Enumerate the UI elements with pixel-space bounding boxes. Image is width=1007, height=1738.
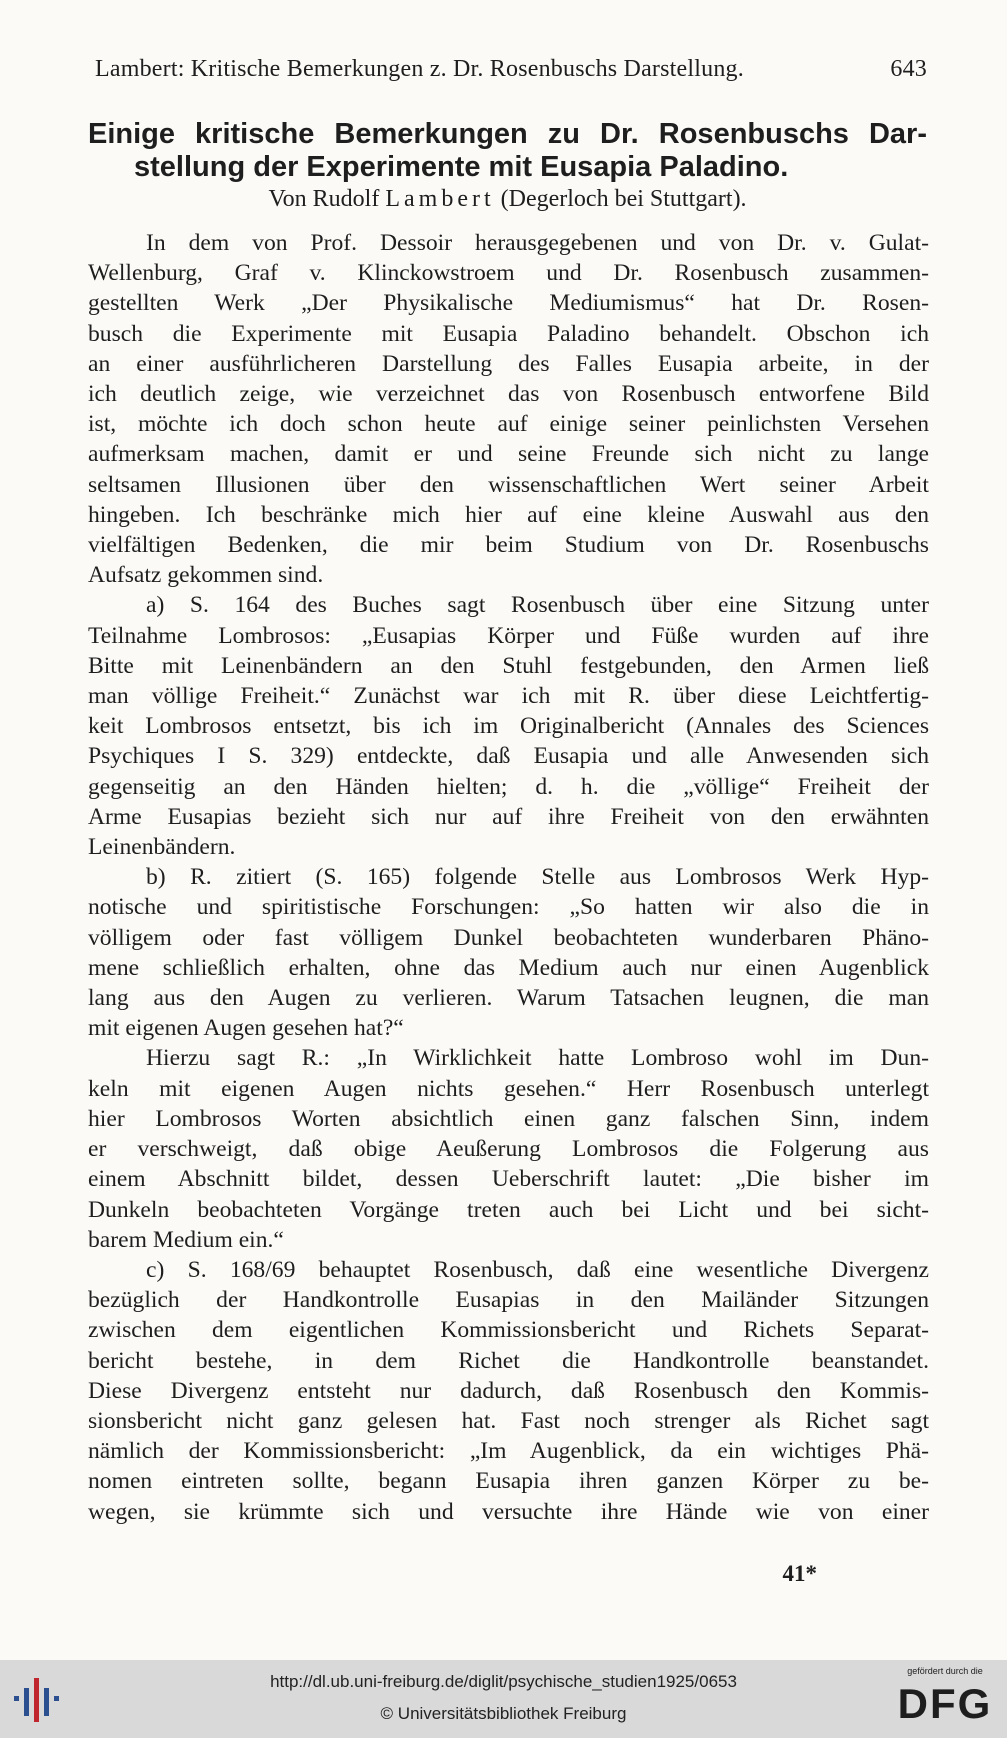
body-line: Psychiques I S. 329) entdeckte, daß Eusapia und alle Anwesenden sich <box>88 743 929 770</box>
body-line: einem Abschnitt bildet, dessen Ueberschrift lautet: „Die bisher im <box>88 1166 929 1193</box>
article-title <box>88 118 927 184</box>
dfg-funding-badge <box>891 1666 999 1732</box>
body-line: Wellenburg, Graf v. Klinckowstroem und Dr. Rosenbusch zusammen- <box>88 260 929 287</box>
body-line: busch die Experimente mit Eusapia Paladino behandelt. Obschon ich <box>88 320 929 347</box>
body-line: vielfältigen Bedenken, die mir beim Studium von Dr. Rosenbuschs <box>88 532 929 559</box>
body-line: ich deutlich zeige, wie verzeichnet das von Rosenbusch entworfene Bild <box>88 381 929 408</box>
byline <box>88 186 927 213</box>
body-line: gegenseitig an den Händen hielten; d. h. die „völlige“ Freiheit der <box>88 773 929 800</box>
byline-location: (Degerloch bei Stuttgart). <box>500 186 747 212</box>
body-line: sionsbericht nicht ganz gelesen hat. Fast noch strenger als Richet sagt <box>88 1407 929 1434</box>
author-name: Lambert <box>385 186 495 212</box>
body-line: zwischen dem eigentlichen Kommissionsbericht und Richets Separat- <box>88 1317 929 1344</box>
body-line: ist, möchte ich doch schon heute auf einige seiner peinlichsten Versehen <box>88 411 929 438</box>
body-line: hingeben. Ich beschränke mich hier auf eine kleine Auswahl aus den <box>88 501 929 528</box>
body-line: völligem oder fast völligem Dunkel beobachteten wunderbaren Phäno- <box>88 924 929 951</box>
body-line: Arme Eusapias bezieht sich nur auf ihre Freiheit von den erwähnten <box>88 803 929 830</box>
body-line: Hierzu sagt R.: „In Wirklichkeit hatte Lombroso wohl im Dun- <box>146 1045 929 1072</box>
body-line: mene schließlich erhalten, ohne das Medium auch nur einen Augenblick <box>88 954 929 981</box>
body-line: wegen, sie krümmte sich und versuchte ihre Hände wie von einer <box>88 1498 929 1525</box>
copyright-notice: © Universitätsbibliothek Freiburg <box>380 1704 627 1723</box>
article-body <box>88 228 929 1527</box>
body-line: Dunkeln beobachteten Vorgänge treten auch bei Licht und bei sicht- <box>88 1196 929 1223</box>
body-line: notische und spiritistische Forschungen: „So hatten wir also die in <box>88 894 929 921</box>
body-line: Leinenbändern. <box>88 834 236 861</box>
body-line: aufmerksam machen, damit er und seine Freunde sich nicht zu lange <box>88 441 929 468</box>
body-line: keln mit eigenen Augen nichts gesehen.“ Herr Rosenbusch unterlegt <box>88 1075 929 1102</box>
body-line: bericht bestehe, in dem Richet die Handkontrolle beanstandet. <box>88 1347 929 1374</box>
body-line: nämlich der Kommissionsbericht: „Im Augenblick, da ein wichtiges Phä- <box>88 1438 929 1465</box>
footer-bar <box>0 1660 1007 1738</box>
source-url-link[interactable]: http://dl.ub.uni-freiburg.de/diglit/psychische_studien1925/0653 <box>270 1672 737 1691</box>
running-title: Lambert: Kritische Bemerkungen z. Dr. Rosenbuschs Darstellung. <box>95 56 744 82</box>
dfg-logo-icon <box>893 1678 997 1726</box>
body-line: a) S. 164 des Buches sagt Rosenbusch über eine Sitzung unter <box>146 592 929 619</box>
body-line: c) S. 168/69 behauptet Rosenbusch, daß eine wesentliche Divergenz <box>146 1256 929 1283</box>
body-line: barem Medium ein.“ <box>88 1226 284 1253</box>
body-line: er verschweigt, daß obige Aeußerung Lombrosos die Folgerung aus <box>88 1136 929 1163</box>
body-line: lang aus den Augen zu verlieren. Warum Tatsachen leugnen, die man <box>88 985 929 1012</box>
signature-mark: 41* <box>782 1561 817 1586</box>
body-line: In dem von Prof. Dessoir herausgegebenen und von Dr. v. Gulat- <box>146 230 929 256</box>
body-line: hier Lombrosos Worten absichtlich einen ganz falschen Sinn, indem <box>88 1105 929 1132</box>
body-line: nomen eintreten sollte, begann Eusapia ihren ganzen Körper zu be- <box>88 1468 929 1495</box>
article-title-line-2: stellung der Experimente mit Eusapia Paladino. <box>134 151 789 183</box>
body-line: Aufsatz gekommen sind. <box>88 562 324 589</box>
body-line: an einer ausführlicheren Darstellung des Falles Eusapia arbeite, in der <box>88 350 929 377</box>
body-line: bezüglich der Handkontrolle Eusapias in den Mailänder Sitzungen <box>88 1287 929 1314</box>
body-line: Bitte mit Leinenbändern an den Stuhl festgebunden, den Armen ließ <box>88 652 929 679</box>
body-line: keit Lombrosos entsetzt, bis ich im Originalbericht (Annales des Sciences <box>88 713 929 740</box>
body-line: seltsamen Illusionen über den wissenschaftlichen Wert seiner Arbeit <box>88 471 929 498</box>
body-line: Teilnahme Lombrosos: „Eusapias Körper und Füße wurden auf ihre <box>88 622 929 649</box>
dfg-logo-text: DFG <box>897 1680 993 1726</box>
running-header <box>95 56 927 83</box>
body-line: Diese Divergenz entsteht nur dadurch, daß Rosenbusch den Kommis- <box>88 1377 929 1404</box>
body-line: man völlige Freiheit.“ Zunächst war ich mit R. über diese Leichtfertig- <box>88 683 929 710</box>
page-number: 643 <box>890 56 927 82</box>
dfg-tagline: gefördert durch die <box>907 1666 983 1676</box>
body-line: mit eigenen Augen gesehen hat?“ <box>88 1015 404 1042</box>
article-title-line-1: Einige kritische Bemerkungen zu Dr. Rosenbuschs Dar- <box>88 118 927 150</box>
body-line: gestellten Werk „Der Physikalische Mediumismus“ hat Dr. Rosen- <box>88 290 929 317</box>
byline-prefix: Von Rudolf <box>268 186 380 212</box>
body-line: b) R. zitiert (S. 165) folgende Stelle aus Lombrosos Werk Hyp- <box>146 864 929 891</box>
